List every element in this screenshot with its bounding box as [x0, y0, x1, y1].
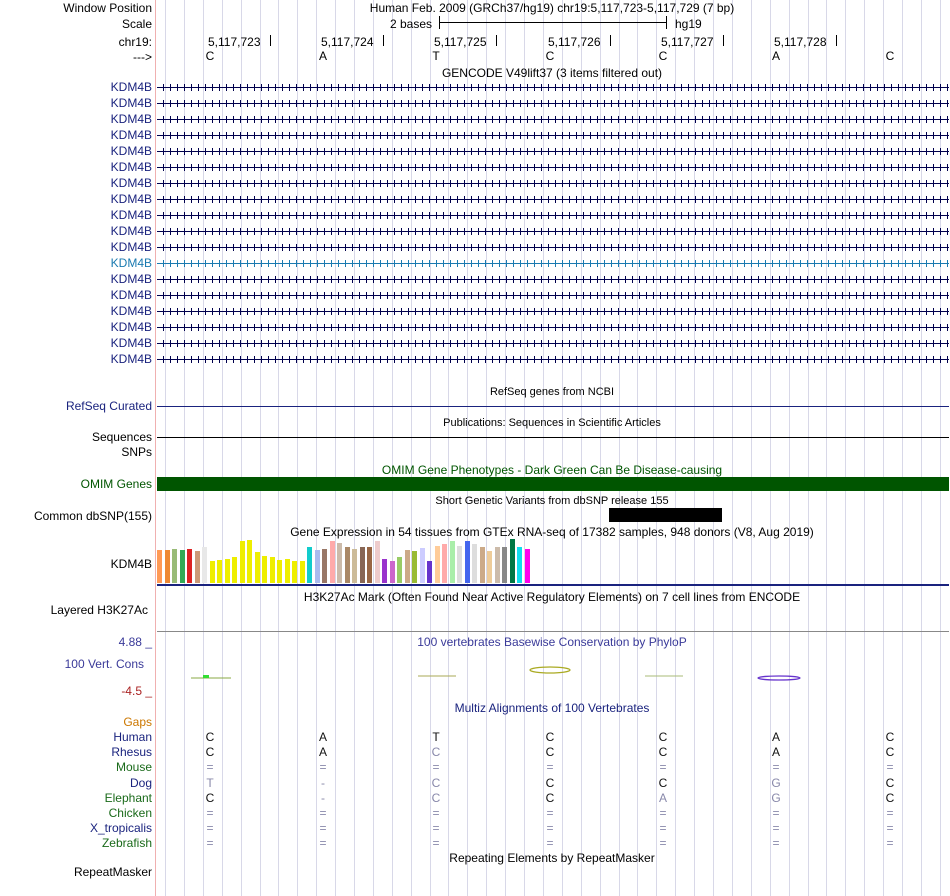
- gtex-tissue-bar[interactable]: [172, 549, 177, 583]
- gtex-tissue-bar[interactable]: [262, 556, 267, 583]
- cons-mark-3: [530, 667, 570, 673]
- multiz-base: =: [432, 806, 440, 820]
- multiz-base: G: [771, 790, 781, 805]
- multiz-base: C: [205, 730, 215, 744]
- gtex-track-title[interactable]: Gene Expression in 54 tissues from GTEx RNA-seq of 17382 samples, 948 donors (V8, Aug 2019): [290, 525, 814, 539]
- dbsnp-track-title[interactable]: Short Genetic Variants from dbSNP release 155: [435, 495, 669, 507]
- multiz-base: =: [659, 760, 667, 775]
- multiz-species-label[interactable]: X_tropicalis: [89, 821, 152, 836]
- gtex-tissue-bar[interactable]: [517, 547, 522, 583]
- ruler-base: C: [658, 49, 668, 63]
- multiz-base: =: [772, 760, 780, 775]
- gencode-gene-transcript[interactable]: [157, 164, 949, 171]
- h3k27ac-track-label[interactable]: Layered H3K27Ac: [50, 603, 148, 617]
- multiz-base: A: [771, 730, 781, 744]
- multiz-base: C: [545, 730, 555, 744]
- multiz-base: A: [318, 730, 328, 744]
- assembly-label: hg19: [675, 17, 702, 31]
- h3k27ac-baseline: [157, 631, 949, 632]
- gtex-tissue-bar[interactable]: [315, 550, 320, 583]
- gtex-tissue-bar[interactable]: [405, 550, 410, 583]
- gtex-tissue-bar[interactable]: [510, 539, 515, 583]
- gencode-gene-transcript[interactable]: [157, 228, 949, 235]
- gencode-gene-transcript[interactable]: [157, 276, 949, 283]
- gtex-tissue-bar[interactable]: [307, 547, 312, 583]
- gencode-gene-label[interactable]: KDM4B: [110, 224, 152, 238]
- conservation-plot: [157, 660, 949, 690]
- gtex-tissue-bar[interactable]: [337, 543, 342, 583]
- multiz-base: =: [659, 836, 667, 851]
- gtex-tissue-bar[interactable]: [360, 547, 365, 583]
- multiz-base: C: [431, 745, 441, 760]
- repeatmasker-track-label[interactable]: RepeatMasker: [73, 865, 152, 879]
- gencode-gene-transcript[interactable]: [157, 340, 949, 347]
- gtex-tissue-bar[interactable]: [292, 561, 297, 583]
- gencode-gene-label[interactable]: KDM4B: [110, 304, 152, 318]
- repeatmasker-track-title[interactable]: Repeating Elements by RepeatMasker: [449, 851, 655, 865]
- multiz-base: =: [319, 806, 327, 820]
- multiz-base: A: [318, 745, 328, 760]
- gtex-tissue-bar[interactable]: [330, 541, 335, 583]
- multiz-base: C: [885, 790, 895, 805]
- refseq-track-label[interactable]: RefSeq Curated: [65, 399, 152, 413]
- multiz-base: C: [205, 745, 215, 760]
- gtex-tissue-bar[interactable]: [322, 549, 327, 583]
- gtex-tissue-bar[interactable]: [255, 552, 260, 583]
- multiz-base: =: [319, 821, 327, 836]
- base-position-tick: [383, 35, 384, 46]
- ruler-base: C: [205, 49, 215, 63]
- refseq-track-title[interactable]: RefSeq genes from NCBI: [489, 386, 615, 398]
- multiz-base: =: [546, 821, 554, 836]
- ruler-base: T: [432, 49, 440, 63]
- window-position-text: Human Feb. 2009 (GRCh37/hg19) chr19:5,117,723-5,117,729 (7 bp): [369, 1, 735, 15]
- scale-bar-left-cap: [439, 16, 440, 29]
- base-position-label: 5,117,723: [208, 35, 261, 49]
- omim-track-label[interactable]: OMIM Genes: [80, 477, 152, 491]
- gencode-gene-transcript[interactable]: [157, 116, 949, 123]
- gtex-tissue-bar[interactable]: [397, 557, 402, 583]
- gtex-tissue-bar[interactable]: [427, 561, 432, 583]
- gtex-track-label[interactable]: KDM4B: [110, 557, 152, 571]
- ruler-base: C: [545, 49, 555, 63]
- gtex-tissue-bar[interactable]: [352, 549, 357, 583]
- gencode-gene-label[interactable]: KDM4B: [110, 128, 152, 142]
- gtex-tissue-bar[interactable]: [435, 546, 440, 583]
- gencode-gene-label[interactable]: KDM4B: [110, 192, 152, 206]
- gencode-gene-transcript[interactable]: [157, 100, 949, 107]
- gtex-baseline: [157, 584, 949, 586]
- scale-text: 2 bases: [390, 17, 433, 31]
- multiz-base: =: [886, 821, 894, 836]
- base-position-label: 5,117,724: [321, 35, 374, 49]
- multiz-base: =: [432, 821, 440, 836]
- sequences-track-label[interactable]: Sequences: [91, 430, 152, 444]
- gtex-tissue-bar[interactable]: [525, 549, 530, 583]
- gencode-gene-label[interactable]: KDM4B: [110, 176, 152, 190]
- multiz-species-label[interactable]: Human: [113, 730, 152, 744]
- multiz-base: C: [545, 745, 555, 760]
- omim-track-title[interactable]: OMIM Gene Phenotypes - Dark Green Can Be Disease-causing: [381, 463, 723, 477]
- chrom-label: chr19:: [118, 35, 152, 49]
- gencode-gene-transcript[interactable]: [157, 148, 949, 155]
- scale-bar-right-cap: [666, 16, 667, 29]
- multiz-base: =: [319, 836, 327, 851]
- window-position-label: Window Position: [63, 1, 152, 15]
- gtex-tissue-bar[interactable]: [165, 550, 170, 583]
- multiz-base: =: [886, 836, 894, 851]
- multiz-species-label[interactable]: Elephant: [104, 790, 152, 805]
- cons-mark-5: [758, 676, 800, 680]
- multiz-base: T: [432, 730, 440, 744]
- gtex-tissue-bar[interactable]: [495, 547, 500, 583]
- gtex-tissue-bar[interactable]: [367, 547, 372, 583]
- publications-track-title[interactable]: Publications: Sequences in Scientific Articles: [443, 417, 661, 429]
- multiz-base: =: [432, 836, 440, 851]
- gencode-gene-label[interactable]: KDM4B: [110, 80, 152, 94]
- conservation-ymin: -4.5 _: [121, 684, 152, 698]
- gencode-gene-transcript[interactable]: [157, 84, 949, 91]
- multiz-base: =: [206, 806, 214, 820]
- multiz-base: =: [546, 836, 554, 851]
- gtex-tissue-bar[interactable]: [390, 561, 395, 583]
- gtex-tissue-bar[interactable]: [180, 550, 185, 583]
- gtex-tissue-bar[interactable]: [187, 549, 192, 583]
- gencode-track-title[interactable]: GENCODE V49lift37 (3 items filtered out): [441, 66, 663, 80]
- multiz-base: -: [321, 775, 325, 790]
- gtex-tissue-bar[interactable]: [487, 551, 492, 583]
- multiz-base: =: [546, 806, 554, 820]
- gencode-gene-label[interactable]: KDM4B: [110, 240, 152, 254]
- gencode-gene-transcript[interactable]: [157, 212, 949, 219]
- multiz-base: G: [771, 775, 781, 790]
- multiz-base: C: [545, 775, 555, 790]
- gencode-gene-transcript[interactable]: [157, 292, 949, 299]
- multiz-species-label[interactable]: Zebrafish: [101, 836, 152, 851]
- gtex-tissue-bar[interactable]: [300, 561, 305, 583]
- gtex-tissue-bar[interactable]: [420, 548, 425, 583]
- base-position-label: 5,117,728: [774, 35, 827, 49]
- multiz-base: =: [772, 821, 780, 836]
- gencode-gene-transcript[interactable]: [157, 196, 949, 203]
- multiz-base: C: [658, 775, 668, 790]
- base-position-tick: [496, 35, 497, 46]
- multiz-species-label[interactable]: Dog: [129, 775, 152, 790]
- multiz-species-label[interactable]: Chicken: [108, 806, 152, 820]
- ruler-base: A: [318, 49, 328, 63]
- conservation-track-title[interactable]: 100 vertebrates Basewise Conservation by PhyloP: [417, 635, 687, 649]
- multiz-base: =: [659, 806, 667, 820]
- conservation-ymax: 4.88 _: [118, 635, 152, 649]
- gencode-gene-transcript[interactable]: [157, 260, 949, 267]
- multiz-base: =: [772, 806, 780, 820]
- gtex-bar-chart[interactable]: [157, 539, 557, 583]
- gtex-tissue-bar[interactable]: [375, 541, 380, 583]
- multiz-base: C: [545, 790, 555, 805]
- gtex-tissue-bar[interactable]: [457, 546, 462, 583]
- gtex-tissue-bar[interactable]: [202, 547, 207, 583]
- gtex-tissue-bar[interactable]: [225, 559, 230, 583]
- multiz-base: =: [886, 760, 894, 775]
- gtex-tissue-bar[interactable]: [285, 559, 290, 583]
- gtex-tissue-bar[interactable]: [412, 551, 417, 583]
- ruler-base: A: [771, 49, 781, 63]
- gencode-gene-label[interactable]: KDM4B: [110, 272, 152, 286]
- cons-mark-1-peak: [203, 675, 209, 678]
- gtex-tissue-bar[interactable]: [480, 547, 485, 583]
- gtex-tissue-bar[interactable]: [450, 541, 455, 583]
- gencode-gene-label[interactable]: KDM4B: [110, 208, 152, 222]
- base-position-tick: [836, 35, 837, 46]
- multiz-base: A: [771, 745, 781, 760]
- gtex-tissue-bar[interactable]: [345, 547, 350, 583]
- gtex-tissue-bar[interactable]: [502, 547, 507, 583]
- publications-track-line: [157, 437, 949, 438]
- base-position-label: 5,117,726: [548, 35, 601, 49]
- multiz-base: =: [659, 821, 667, 836]
- ruler-base: C: [885, 49, 895, 63]
- gtex-tissue-bar[interactable]: [210, 561, 215, 583]
- omim-gene-bar[interactable]: [157, 477, 949, 491]
- multiz-base: =: [206, 760, 214, 775]
- scale-bar: [439, 22, 666, 23]
- gtex-tissue-bar[interactable]: [270, 557, 275, 583]
- multiz-base: C: [885, 775, 895, 790]
- gencode-gene-label[interactable]: KDM4B: [110, 352, 152, 366]
- multiz-gaps-label[interactable]: Gaps: [123, 715, 152, 729]
- gencode-gene-transcript[interactable]: [157, 180, 949, 187]
- multiz-base: -: [321, 790, 325, 805]
- base-position-tick: [270, 35, 271, 46]
- multiz-species-label[interactable]: Rhesus: [111, 745, 152, 760]
- gencode-gene-label[interactable]: KDM4B: [110, 96, 152, 110]
- gtex-tissue-bar[interactable]: [217, 560, 222, 583]
- multiz-base: C: [205, 790, 215, 805]
- label-divider: [155, 0, 156, 896]
- gencode-gene-transcript[interactable]: [157, 132, 949, 139]
- gencode-gene-label[interactable]: KDM4B: [110, 256, 152, 270]
- gencode-gene-label[interactable]: KDM4B: [110, 160, 152, 174]
- scale-label: Scale: [121, 17, 152, 31]
- base-position-tick: [723, 35, 724, 46]
- multiz-species-label[interactable]: Mouse: [115, 760, 152, 775]
- multiz-base: =: [319, 760, 327, 775]
- base-position-label: 5,117,725: [434, 35, 487, 49]
- multiz-base: =: [432, 760, 440, 775]
- gtex-tissue-bar[interactable]: [195, 551, 200, 583]
- multiz-base: C: [431, 790, 441, 805]
- h3k27ac-track-title[interactable]: H3K27Ac Mark (Often Found Near Active Regulatory Elements) on 7 cell lines from ENCODE: [303, 590, 801, 604]
- gencode-gene-transcript[interactable]: [157, 244, 949, 251]
- gtex-tissue-bar[interactable]: [247, 540, 252, 583]
- multiz-base: C: [658, 745, 668, 760]
- gtex-tissue-bar[interactable]: [232, 557, 237, 583]
- refseq-track-line: [157, 406, 949, 407]
- gencode-gene-transcript[interactable]: [157, 356, 949, 363]
- strand-label: --->: [133, 50, 152, 64]
- dbsnp-track-label[interactable]: Common dbSNP(155): [33, 509, 152, 523]
- multiz-base: T: [206, 775, 214, 790]
- gtex-tissue-bar[interactable]: [240, 541, 245, 583]
- multiz-base: A: [658, 790, 668, 805]
- gtex-tissue-bar[interactable]: [157, 550, 162, 583]
- multiz-base: C: [885, 745, 895, 760]
- gencode-gene-label[interactable]: KDM4B: [110, 288, 152, 302]
- gencode-gene-transcript[interactable]: [157, 324, 949, 331]
- snps-track-label[interactable]: SNPs: [121, 445, 152, 459]
- conservation-track-label[interactable]: 100 Vert. Cons: [64, 657, 144, 671]
- base-position-tick: [610, 35, 611, 46]
- gencode-gene-label[interactable]: KDM4B: [110, 112, 152, 126]
- gtex-tissue-bar[interactable]: [472, 544, 477, 583]
- multiz-base: =: [772, 836, 780, 851]
- multiz-base: C: [431, 775, 441, 790]
- gtex-tissue-bar[interactable]: [442, 544, 447, 583]
- multiz-base: C: [885, 730, 895, 744]
- gencode-gene-transcript[interactable]: [157, 308, 949, 315]
- gencode-gene-label[interactable]: KDM4B: [110, 336, 152, 350]
- multiz-base: =: [886, 806, 894, 820]
- gencode-gene-label[interactable]: KDM4B: [110, 320, 152, 334]
- dbsnp-variant-box[interactable]: [609, 508, 722, 522]
- multiz-base: =: [546, 760, 554, 775]
- multiz-track-title[interactable]: Multiz Alignments of 100 Vertebrates: [454, 701, 650, 715]
- gtex-tissue-bar[interactable]: [465, 541, 470, 583]
- multiz-base: =: [206, 821, 214, 836]
- gtex-tissue-bar[interactable]: [277, 560, 282, 583]
- multiz-base: C: [658, 730, 668, 744]
- base-position-label: 5,117,727: [661, 35, 714, 49]
- multiz-base: =: [206, 836, 214, 851]
- gencode-gene-label[interactable]: KDM4B: [110, 144, 152, 158]
- gtex-tissue-bar[interactable]: [382, 559, 387, 583]
